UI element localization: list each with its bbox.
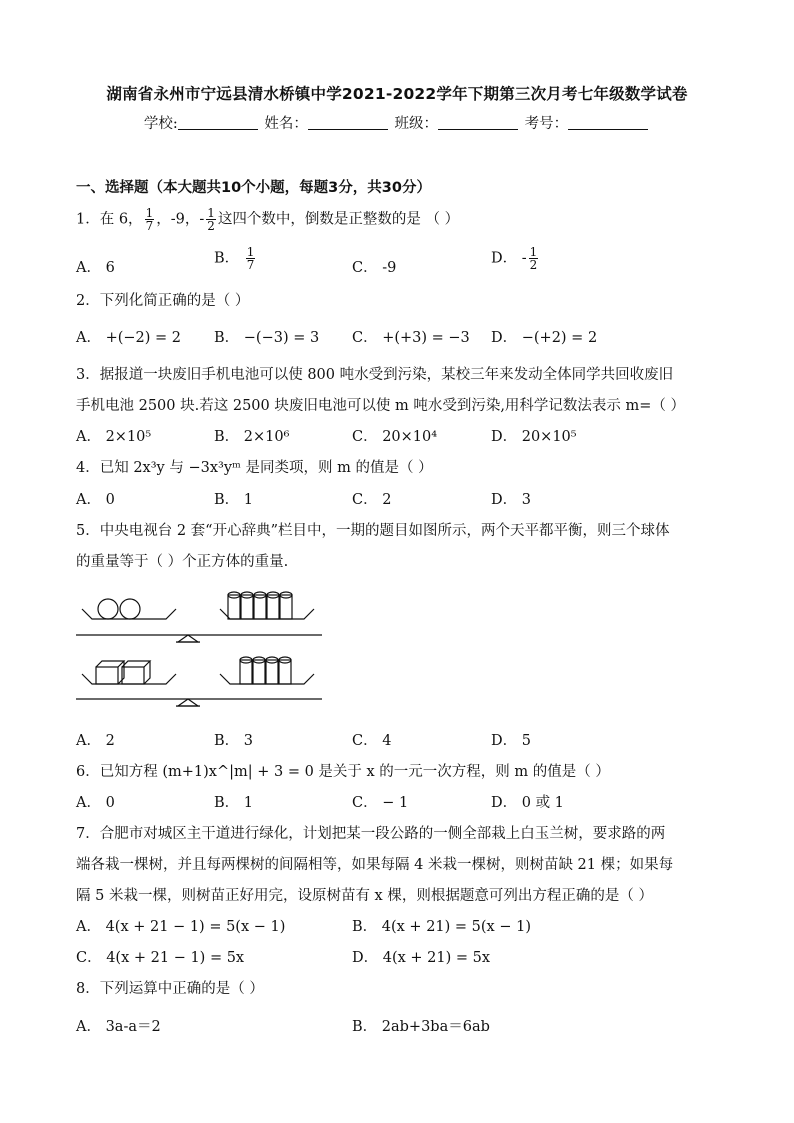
school-blank[interactable] [178,115,258,130]
q2-option-d[interactable]: D． −(+2) = 2 [491,330,598,346]
q2-option-b[interactable]: B． −(−3) = 3 [214,330,320,346]
q6-option-b[interactable]: B． 1 [214,795,253,811]
numerator: 1 [529,245,538,259]
q5-option-c[interactable]: C． 4 [352,733,392,749]
q7-option-c[interactable]: C． 4(x + 21 − 1) = 5x [76,950,245,966]
school-label: 学校: [143,116,178,132]
q1-suffix: 这四个数中，倒数是正整数的是 （ ） [217,211,460,228]
question-4: 4．已知 2x³y 与 −3x³yᵐ 是同类项，则 m 的值是（ ） [76,460,433,476]
exam-number-blank[interactable] [568,115,648,130]
question-3-line-1: 3．据报道一块废旧手机电池可以使 800 吨水受到污染，某校三年来发动全体同学共回收废旧 [76,367,674,383]
right-pan-bottom [220,674,314,684]
section-heading: 一、选择题（本大题共10个小题，每题3分，共30分） [76,180,431,196]
q4-option-a[interactable]: A． 0 [76,492,115,508]
q1-option-a[interactable]: A． 6 [76,260,115,276]
q1-prefix: 1．在 6， [76,211,143,228]
q2-option-a[interactable]: A． +(−2) = 2 [76,330,182,346]
q6-option-d[interactable]: D． 0 或 1 [491,795,564,811]
denominator: 7 [246,258,255,272]
denominator: 2 [207,219,215,233]
numerator: 1 [246,245,255,259]
q5-option-b[interactable]: B． 3 [214,733,253,749]
ball-icon [120,599,140,619]
q3-option-d[interactable]: D． 20×10⁵ [491,429,577,445]
question-7-line-2: 端各栽一棵树，并且每两棵树的间隔相等，如果每隔 4 米栽一棵树，则树苗缺 21 棵；如果每 [76,857,674,873]
name-label: 姓名： [264,116,308,132]
q4-option-d[interactable]: D． 3 [491,492,531,508]
question-7-line-1: 7．合肥市对城区主干道进行绿化，计划把某一段公路的一侧全部栽上白玉兰树，要求路的两 [76,826,666,842]
question-5-line-1: 5．中央电视台 2 套“开心辞典”栏目中，一期的题目如图所示，两个天平都平衡，则三个球体 [76,523,670,539]
class-label: 班级： [394,116,438,132]
q7-option-b[interactable]: B． 4(x + 21) = 5(x − 1) [352,919,531,935]
q2-option-c[interactable]: C． +(+3) = −3 [352,330,470,346]
class-blank[interactable] [438,115,518,130]
balance-scale-figure [70,585,330,715]
fraction [246,246,256,271]
q8-option-a[interactable]: A． 3a-a＝2 [76,1019,161,1035]
q3-option-a[interactable]: A． 2×10⁵ [76,429,152,445]
question-6: 6．已知方程 (m+1)x^|m| + 3 = 0 是关于 x 的一元一次方程，则 m 的值是（ ） [76,764,610,780]
cube-group [96,661,150,684]
option-label: B． [214,250,240,267]
question-8: 8．下列运算中正确的是（ ） [76,981,264,997]
exam-number-label: 考号： [524,116,569,132]
question-5-line-2: 的重量等于（ ）个正方体的重量. [76,554,289,570]
q5-option-a[interactable]: A． 2 [76,733,115,749]
option-label: D． - [491,250,527,267]
question-7-line-3: 隔 5 米栽一棵，则树苗正好用完，设原树苗有 x 棵，则根据题意可列出方程正确的是（ ） [76,888,653,904]
question-2: 2．下列化简正确的是（ ） [76,293,250,309]
cylinder-group-bottom [240,657,291,684]
q1-option-c[interactable]: C． -9 [352,260,397,276]
student-info-row [0,112,794,133]
name-blank[interactable] [308,115,388,130]
q7-option-a[interactable]: A． 4(x + 21 − 1) = 5(x − 1) [76,919,286,935]
q3-option-b[interactable]: B． 2×10⁶ [214,429,290,445]
q4-option-c[interactable]: C． 2 [352,492,392,508]
denominator: 2 [529,258,538,272]
fraction [529,246,539,271]
fulcrum-bottom [178,699,198,706]
q6-option-a[interactable]: A． 0 [76,795,115,811]
q8-option-b[interactable]: B． 2ab+3ba＝6ab [352,1019,490,1035]
q6-option-c[interactable]: C． − 1 [352,795,409,811]
fraction [206,207,216,232]
q5-option-d[interactable]: D． 5 [491,733,531,749]
q1-option-d[interactable] [491,246,540,271]
fraction [145,207,155,232]
q1-option-b[interactable] [214,246,257,271]
question-3-line-2: 手机电池 2500 块.若这 2500 块废旧电池可以使 m 吨水受到污染,用科学记数法表示 m=（ ） [76,398,686,414]
cylinder-group-top [228,592,292,619]
q3-option-c[interactable]: C． 20×10⁴ [352,429,438,445]
q4-option-b[interactable]: B． 1 [214,492,253,508]
exam-title: 湖南省永州市宁远县清水桥镇中学2021-2022学年下期第三次月考七年级数学试卷 [106,85,688,103]
ball-icon [98,599,118,619]
numerator: 1 [207,206,215,220]
fulcrum-top [178,635,198,642]
left-pan-top [82,609,176,619]
numerator: 1 [145,206,154,220]
q1-mid: ，-9，- [156,211,205,228]
denominator: 7 [145,219,154,233]
q7-option-d[interactable]: D． 4(x + 21) = 5x [352,950,491,966]
question-1 [76,207,459,232]
